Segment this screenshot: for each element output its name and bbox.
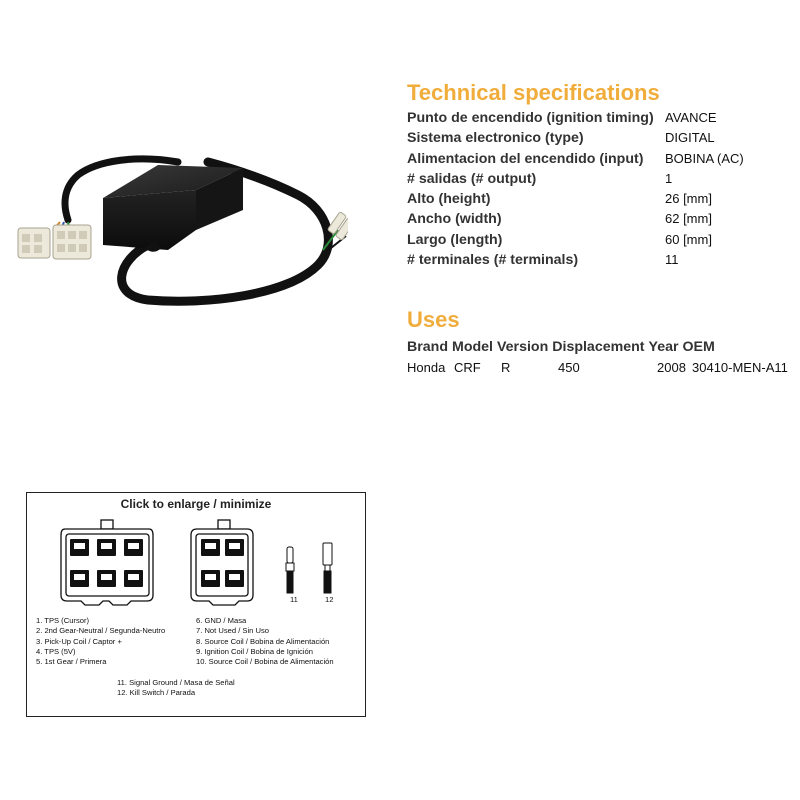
- spec-row: [407, 189, 797, 209]
- uses-year: 2008: [657, 360, 686, 375]
- spec-row: [407, 108, 797, 128]
- legend-item: 2. 2nd Gear-Neutral / Segunda-Neutro: [36, 626, 166, 636]
- spec-row: [407, 169, 797, 189]
- legend-item: 9. Ignition Coil / Bobina de Ignición: [196, 646, 313, 656]
- spec-value: 62 [mm]: [665, 211, 712, 227]
- spec-label: Punto de encendido (ignition timing): [407, 110, 654, 126]
- spec-value: DIGITAL: [665, 130, 715, 146]
- uses-header-row: [407, 336, 797, 358]
- legend-item: 8. Source Coil / Bobina de Alimentación: [196, 636, 330, 646]
- pin-11-label: 11: [290, 595, 298, 604]
- wiring-diagram[interactable]: [26, 492, 366, 717]
- spec-value: 26 [mm]: [665, 191, 712, 207]
- legend-item: 11. Signal Ground / Masa de Señal: [117, 678, 235, 687]
- legend-item: 3. Pick-Up Coil / Captor +: [36, 636, 122, 646]
- legend-item: 12. Kill Switch / Parada: [117, 688, 196, 698]
- uses-section: [407, 306, 797, 378]
- uses-row: [407, 358, 797, 378]
- uses-header-version: Version: [496, 339, 549, 355]
- legend-item: 4. TPS (5V): [36, 646, 76, 656]
- spec-row: [407, 209, 797, 229]
- legend-item: 7. Not Used / Sin Uso: [196, 626, 270, 636]
- spec-value: AVANCE: [665, 110, 717, 125]
- legend-right: [196, 616, 334, 667]
- spec-label: Alto (height): [407, 191, 491, 208]
- specs-table: [407, 108, 797, 270]
- diagram-caption-link[interactable]: Click to enlarge / minimize: [120, 497, 272, 511]
- specs-title: Technical specifications: [407, 80, 660, 105]
- spec-label: Ancho (width): [407, 211, 502, 228]
- spec-label: Alimentacion del encendido (input): [407, 150, 644, 167]
- legend-item: 6. GND / Masa: [196, 616, 247, 625]
- uses-header-year: Year: [648, 339, 679, 355]
- uses-version: R: [501, 360, 511, 375]
- spec-row: [407, 149, 797, 169]
- legend-item: 5. 1st Gear / Primera: [36, 657, 107, 667]
- pin-12-label: 12: [325, 595, 334, 604]
- uses-brand: Honda: [407, 360, 446, 375]
- spec-value: 1: [665, 170, 673, 186]
- spec-row: [407, 230, 797, 250]
- uses-header-model: Model: [452, 339, 493, 355]
- spec-value: BOBINA (AC): [665, 150, 744, 166]
- spec-value: 60 [mm]: [665, 231, 712, 247]
- uses-model: CRF: [454, 360, 481, 375]
- spec-label: Sistema electronico (type): [407, 130, 584, 147]
- uses-oem: 30410-MEN-A11: [692, 360, 788, 375]
- spec-label: # salidas (# output): [407, 170, 537, 187]
- uses-header-displacement: Displacement: [552, 339, 645, 355]
- uses-title: Uses: [407, 307, 460, 332]
- legend-item: 1. TPS (Cursor): [36, 616, 90, 625]
- spec-row: [407, 128, 797, 148]
- technical-specifications: [407, 79, 797, 270]
- spec-label: Largo (length): [407, 231, 503, 248]
- uses-header-brand: Brand: [407, 339, 448, 355]
- uses-displacement: 450: [558, 360, 580, 375]
- spec-row: [407, 250, 797, 270]
- spec-value: 11: [665, 252, 679, 268]
- legend-left: [36, 616, 165, 667]
- legend-item: 10. Source Coil / Bobina de Alimentación: [196, 657, 334, 667]
- legend-bottom: [117, 678, 235, 699]
- product-photo: [8, 150, 348, 325]
- spec-label: # terminales (# terminals): [407, 252, 579, 269]
- uses-header-oem: OEM: [682, 339, 715, 355]
